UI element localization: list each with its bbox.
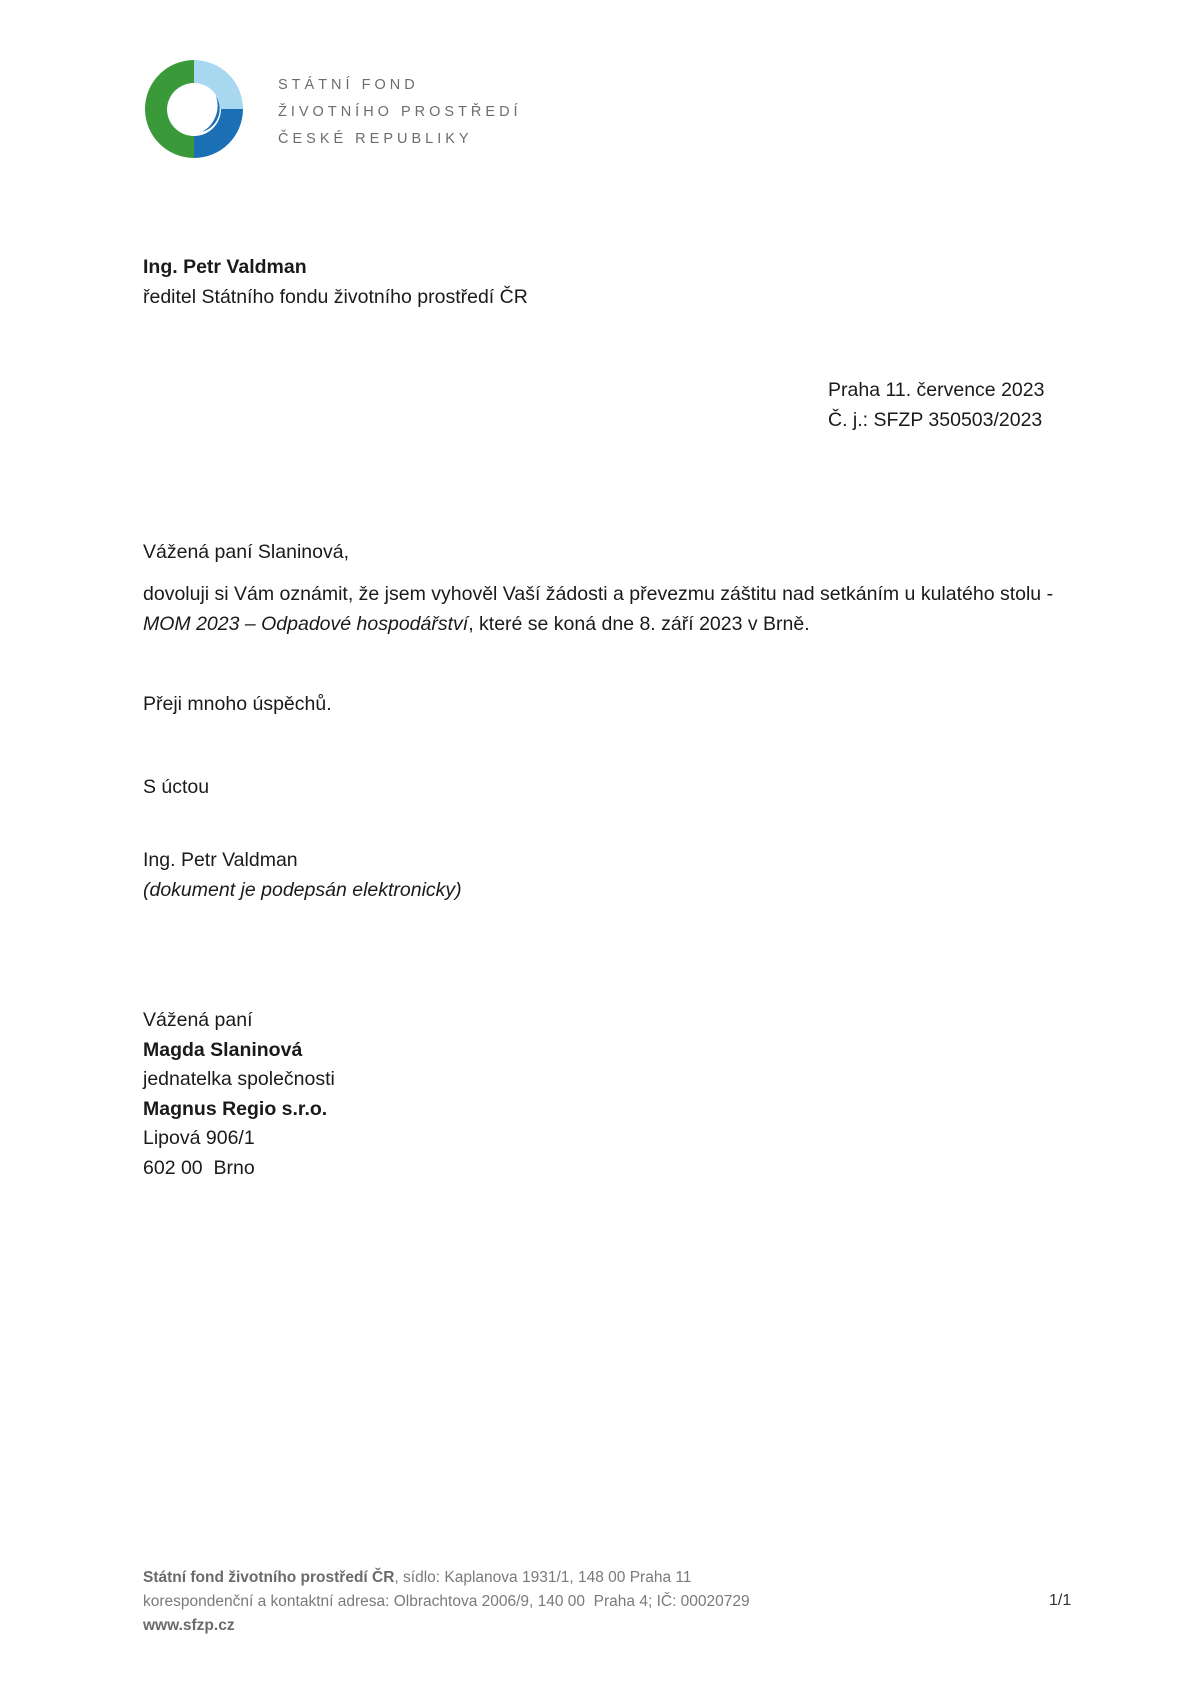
footer-contact: korespondenční a kontaktní adresa: Olbrachtova 2006/9, 140 00 Praha 4; IČ: 00020729 bbox=[143, 1593, 750, 1610]
recipient-role: jednatelka společnosti bbox=[143, 1068, 335, 1090]
salutation: Vážená paní Slaninová, bbox=[143, 541, 349, 563]
logo-line-2: ŽIVOTNÍHO PROSTŘEDÍ bbox=[278, 104, 522, 120]
event-name: MOM 2023 – Odpadové hospodářství bbox=[143, 612, 469, 635]
recipient-company: Magnus Regio s.r.o. bbox=[143, 1097, 328, 1120]
footer-line-1 bbox=[143, 1566, 750, 1590]
signer-name: Ing. Petr Valdman bbox=[143, 849, 298, 871]
place-date: Praha 11. července 2023 bbox=[828, 379, 1045, 401]
reference-number: Č. j.: SFZP 350503/2023 bbox=[828, 408, 1043, 431]
recipient-street: Lipová 906/1 bbox=[143, 1127, 255, 1149]
body-text-part1: dovoluji si Vám oznámit, že jsem vyhověl Vaší žádosti a převezmu záštitu nad setkáním u kulatého stolu - bbox=[143, 583, 1054, 605]
footer bbox=[143, 1566, 750, 1638]
footer-seat: , sídlo: Kaplanova 1931/1, 148 00 Praha 11 bbox=[394, 1569, 692, 1586]
footer-org-name: Státní fond životního prostředí ČR bbox=[143, 1569, 395, 1586]
recipient-salutation: Vážená paní bbox=[143, 1009, 253, 1031]
date-reference-block bbox=[828, 376, 1044, 435]
closing: S úctou bbox=[143, 776, 210, 798]
sender-name: Ing. Petr Valdman bbox=[143, 256, 307, 278]
logo-line-1: STÁTNÍ FOND bbox=[278, 77, 419, 93]
sender-title: ředitel Státního fondu životního prostředí ČR bbox=[143, 285, 528, 308]
page-number: 1/1 bbox=[1049, 1592, 1072, 1609]
recipient-city: 602 00 Brno bbox=[143, 1156, 255, 1179]
sender-block bbox=[143, 253, 528, 312]
signature-block bbox=[143, 846, 462, 905]
logo-emblem-icon bbox=[142, 56, 246, 162]
wish-line: Přeji mnoho úspěchů. bbox=[143, 693, 332, 715]
body-text-part2: , které se koná dne 8. září 2023 v Brně. bbox=[468, 612, 810, 635]
footer-web-link[interactable]: www.sfzp.cz bbox=[143, 1617, 235, 1634]
sfzp-logo bbox=[142, 56, 246, 162]
recipient-address bbox=[143, 1006, 335, 1183]
logo-wordmark bbox=[278, 72, 522, 153]
letter-body bbox=[143, 580, 1063, 639]
logo-line-3: ČESKÉ REPUBLIKY bbox=[278, 131, 473, 147]
recipient-name: Magda Slaninová bbox=[143, 1038, 303, 1061]
signer-note: (dokument je podepsán elektronicky) bbox=[143, 878, 462, 901]
